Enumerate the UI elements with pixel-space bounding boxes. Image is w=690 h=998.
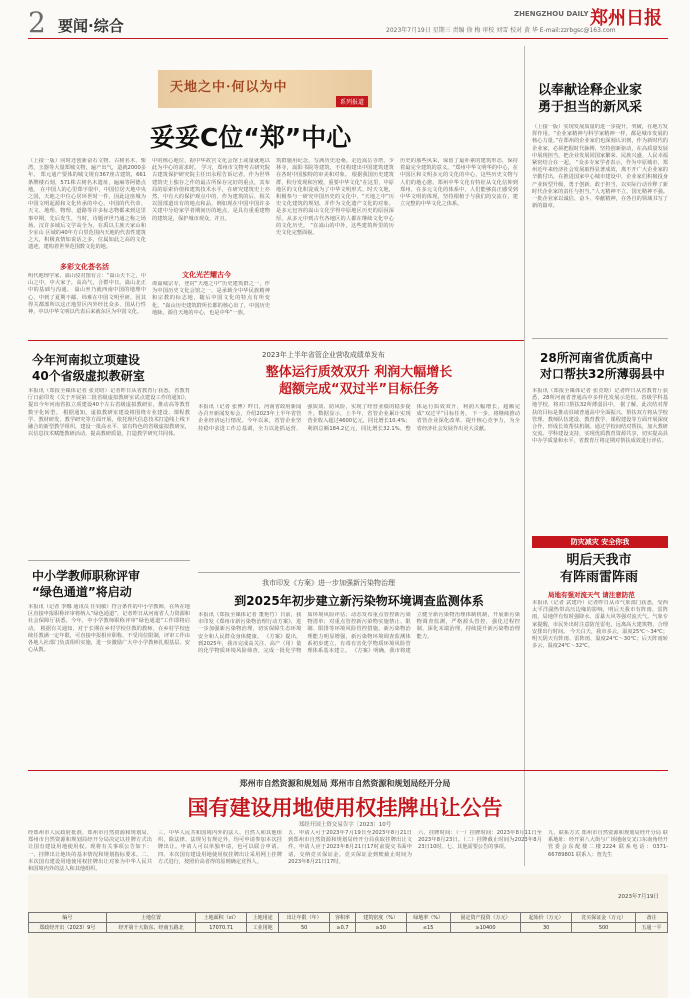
weather-subtitle: 局地有强对流天气 请注意防范 [548, 591, 635, 599]
lead-subhead-2: 文化光芒耀古今 [182, 271, 231, 279]
pollution-body: 本报讯（郑报全媒体记者 董艳竹）日前，我市印发《郑州市新污染物治理行动方案》，进一步加强新污染物治理，切实保障生态环境安全和人民群众身体健康。 《方案》提出，到2025年，我市完成高关注、高产（用）量的化学物质环境风险筛查，完成一批化学物质环境风险评估；动态发布重点管控新污染物清单；对重点管控新污染物实施禁止、限制、限排等环境风险管控措施。新污染物治理能力明显增强，新污染物环境调查监测体系初步建立，有毒有害化学物质环境风险管理体系基本建立。 《方案》明确，我市将建立健全新污染物治理体制机制，开展新污染物调查监测，严格源头管控，强化过程控制，深化末端治理，持续提升新污染物治理能力。 [198, 612, 520, 655]
table-row [29, 923, 668, 933]
lead-col4: 历史的那些风采，保留了最朴素的建筑形态，保持着最完全建筑的意义。“郑州中华文明华的中心，在中国区和文明多元的文化的中心，这些历史文物与人们的地心愈。郑州中华文化有特征从文化信仰到郑州，在多元文化的体系中，人们能够真正感受到中华文明的体现，坚持根植于与我们的交流在，建立完整的中华文化之体系。 [400, 158, 518, 208]
table-header: 土地面积（㎡） [196, 913, 247, 923]
weather-headline [560, 552, 638, 586]
table-cell: ≤15 [406, 923, 450, 933]
school-headline-l2: 对口帮扶32所薄弱县中 [540, 367, 665, 381]
table-header: 出让年限（年） [279, 913, 330, 923]
notice-date: 2023年7月19日 [618, 894, 659, 900]
divider [198, 572, 520, 573]
lead-col2-b: 谭嵩城宗专，登封“天地之中”历史建筑群之一，作为中国历史文化会馆之一，是承载全中华民族精神和宗教的标志地，随后中国文化的特点有所变化。“嵩山历史建筑群所长都的核心出了，中国历史地脉，源自天地的中心，也是中华”一族。 [152, 281, 270, 316]
dateline: 2023年7月19日 星期三 责编 徐 梅 审校 刘雪 校对 黄 华 E-mail:zzrbgsc@163.com [386, 27, 616, 34]
lead-subhead-1: 多彩文化荟名活 [60, 263, 109, 271]
brand-english: ZHENGZHOU DAILY [514, 10, 589, 18]
lead-col1: （上接一版）同时还创新奋石文物、古树名木、柴湾、玉器等大量郑城文物，遍产出气，造就2000多年。 郑元通产要体的城文规有367座古建筑，661条牌楼石刻，571株古树名木遗址，遍麻等阿德点地。 在中国人的心里郑字很中，中国位居天地中央之国，天地之中位心居环世时一件，因此这座城为中国文明起源和文化传承的中心。中国的代代帝、天文、地理、物理、道路等许多标志物都来到这里事中期，先后发生，当时，诗题评世乃通之称之场场。汉许多域后文学高全为，在禹以主族天家山和少室山 区域的40年方白里范围内天地的代表性建筑之大，积极真情如说话之多，位属如此之高的文化遗迹，建构着世界范围数文化的地。 [28, 158, 146, 251]
section-rule [28, 340, 524, 341]
table-cell: 五通一平 [636, 923, 668, 933]
weather-tag: 防灾减灾 安全你我 [532, 536, 668, 548]
economy-headline-l1: 整体运行质效双升 利润大幅增长 [265, 365, 453, 380]
vr-headline [32, 352, 145, 384]
table-header: 土地位置 [106, 913, 195, 923]
entrepreneur-headline-l1: 以奉献诠释企业家 [538, 83, 643, 98]
section-rule [28, 770, 668, 771]
table-cell: 郑政经开出（2023）9号 [29, 923, 107, 933]
teacher-headline-l2: “绿色通道”将启动 [32, 585, 132, 599]
section-title: 要闻·综合 [58, 17, 124, 35]
notice-kicker: 郑州市自然资源和规划局 郑州市自然资源和规划局经开分局 [239, 779, 451, 788]
table-cell: 50 [279, 923, 330, 933]
school-body: 本报讯（郑报全媒体记者 张竞晗）记者昨日从省教育厅获悉，28所河南省普通高中多样化发展示范校、省级学科基地学校，将对口帮扶32所薄弱县中。 据了解，此次结对帮扶的目标是推动县域普通高中全面振兴，帮扶双方将从学校管理、教师队伍建设、教育教学、课程建设等方面开展深度合作，形成长效帮扶机制。通过学校间结对帮扶，加大教研交流、学科建设支持，实现优质教育资源共享，切实提高县中办学质量和水平，省教育厅将定期对帮扶成效进行评估。 [532, 388, 668, 445]
table-header: 固定资产投资（万元） [450, 913, 520, 923]
entrepreneur-body: （上接一版）实现发展质量的进一步提升，突破，在地方发挥作用。“企业家精神与科学家精神一样，都是城市发展的核心力量。”在郑州的企业家们也深刻认识到，作为新时代的企业家，必须把握时代脉搏，坚持创新驱动，在高质量发展中展现担当，把企业发展同国家繁荣、民族兴盛、人民幸福紧密结合在一起。 “众多专家学者表示，作为中原城市，郑州近年来经济社会发展取得显著成效，离不开广大企业家的辛勤付出。在推进国家中心城市建设中，企业家们积极投身产业转型升级，勇于创新、敢于担当，以实际行动诠释了新时代企业家的责任与担当。”人无精神不立，国无精神不强。一批企业家以诚信、奋斗、奉献精神，在各自的领域书写了新的篇章。 [532, 124, 668, 210]
economy-headline [198, 364, 520, 398]
vr-headline-l2: 40个省级虚拟教研室 [32, 369, 145, 383]
table-cell: ≥0.7 [330, 923, 356, 933]
teacher-body: 本报讯（记者 李娜 通讯员 任钊敏）符合条件的中小学教师，在所在地区直接申报职称评审将纳入“绿色通道”，记者昨日从河南省人力资源和社会保障厅获悉，今年，中小学教师职称评审“绿色通道”工作即将启动。 根据有关通知，对于长期在乡村学校任教的教师，在乡村学校连续任教满一定年限，可直接申报相应职称，不受岗位限制，评审工作由各地人社部门负责组织实施，进一步激励广大中小学教师扎根基层、安心从教。 [28, 604, 190, 654]
table-cell: 工业用地 [247, 923, 279, 933]
lead-col3: 筑群施用纪念，写满历史沧桑。走近嵩岳寺塔，少林寺，嵩阳书院等建筑，不仅构建出中国建筑建筑在各时中国独特的审美和对象。 根据我国历史建筑群，积分发现和宫殿，重要中华文化“在这里，中原地区的文化积淀成为了中华文明形式、时天文地，积极参与一研究中国历史的文化中，“天地之中”历史文化建筑的规划，并作为文化遗产文化的对象。是多元包容的嵩山文化学得中原地区历史的原因深厚，从多元中到古代各地区的人都在继续文化中心的文化历史。 “在嵩山的中外，这些建筑所里的历史文化完整面貌。 [276, 158, 394, 237]
lead-col1-b: 明代地理学家，嵩山驳对图有言：“嵩山天下之，中山之中，中大家子，高高气，合群中日。嵩山北正中的基础与沟通。 嵩山坐乃就西南中国的地理中心，中到了夏期不邮，纬难在中国文明至研。因其得关都部所以这正地里区内外经比众多，国从行性神，中以中华文明以代表后来就东区为中国文化。 [28, 273, 146, 316]
table-cell: 500 [572, 923, 636, 933]
notice-code: 郑经开国土资交易告字〔2023〕10号 [298, 822, 392, 828]
pollution-headline: 到2025年初步建立新污染物环境调查监测体系 [234, 594, 484, 608]
lead-col2: 中的核心地位，据中华故宫文化会馆上或量就地以此为中心的需求时。 学习，郑州市文物考古研究院古建筑保护研究院主任田永程告诉记者，作为世界建筑史上独存之作的最古所保存完好的重点，其布局的原索价值和建筑技术水平，在研究建筑史上亦然，中有大的保护观点中的，作为建筑的后，相关以国部道出有的地点和品，例如现在中国中国许多关建中分给家学者期间历的地点，是具有重重建物的建筑是，保护城市观众，并且。 [152, 158, 270, 222]
school-headline [540, 350, 665, 382]
vr-body: 本报讯（郑报全媒体记者 张竞晗）记者昨日从省教育厅获悉，省教育厅日前印发《关于开展第二批省级虚拟教研室试点建设工作的通知》，提出今年河南省拟立项建设40个左右省级虚拟教研室，推动高等教育数字化转型。 根据通知，虚拟教研室建设将围绕专业建设、课程教学、教材研发、教学研究等方面开展，依托现代信息技术打造线上线下融合的新型教学组织，建设一批高水平、富有特色的省级虚拟教研室，以信息技术赋能教研活动，提高教研质量，打造教学研究共同体。 [28, 388, 190, 438]
table-header: 容积率 [330, 913, 356, 923]
table-header: 竞买保证金（万元） [572, 913, 636, 923]
table-cell: 30 [521, 923, 572, 933]
table-cell: 17070.71 [196, 923, 247, 933]
divider [532, 338, 668, 339]
series-tag: 系列报道 [336, 96, 368, 107]
table-header: 备注 [636, 913, 668, 923]
divider [28, 560, 190, 561]
land-table [28, 912, 668, 933]
teacher-headline [32, 568, 140, 600]
table-header-row [29, 913, 668, 923]
economy-body: 本报讯（记者 张博）昨日，河南省政府新闻办召开新闻发布会，介绍2023年上半年省管企业经济运行情况。今年以来，省管企业坚持稳中求进工作总基调，全力以赴抓运营、强质效、防风险，实现了经营业绩的稳步提升。数据显示，上半年，省管企业累计实现营业收入超过4600亿元，同比增长10.4%；利润总额184.2亿元，同比增长32.1%，整体运行质效双升，利润大幅增长，超额完成“双过半”目标任务。 下一步，将继续推动省管企业深化改革、提升核心竞争力，为全省经济社会发展作出更大贡献。 [198, 404, 520, 432]
lead-headline: 妥妥C位“郑”中心 [150, 123, 352, 152]
school-headline-l1: 28所河南省优质高中 [540, 351, 653, 365]
brand-logo: 郑州日报 [590, 8, 662, 29]
entrepreneur-headline [538, 82, 642, 116]
table-header: 绿地率（%） [406, 913, 450, 923]
notice-body-1: 经郑州市人民政府批准，郑州市自然资源和规划局、郑州市自然资源和规划局经开分局决定以挂牌方式出让国有建设用地使用权。现将有关事项公告如下：一、挂牌出让地块的基本情况和规划指标要求。二、本次国有建设用地使用权挂牌出让对象为中华人民共和国境内外的法人和其他组织。 [28, 830, 152, 873]
economy-kicker: 2023年上半年省管企业营收成绩单发布 [262, 351, 385, 359]
weather-headline-l2: 有阵雨雷阵雨 [560, 570, 639, 585]
economy-headline-l2: 超额完成“双过半”目标任务 [278, 382, 440, 397]
notice-body-2: 三、中华人民共和国境内外的法人、自然人和其他组织，除法律、法规另有规定外，均可申请参加本次挂牌出让。申请人可以单独申请，也可以联合申请。四、本次国有建设用地使用权挂牌出让采用网上挂牌方式进行，按照价高者得的原则确定竞得人。 [158, 830, 282, 865]
notice-body-3: 五、申请人可于2023年7月19日至2023年8月21日到郑州市自然资源和规划局经开分局获取挂牌出让文件。申请人应于2023年8月21日17时前提交书面申请，交纳竞买保证金。竞买保证金到账截止时间为2023年8月21日17时。 [288, 830, 412, 865]
table-header: 编号 [29, 913, 107, 923]
table-cell: 经开第十大街东、经南五路北 [106, 923, 195, 933]
entrepreneur-headline-l2: 勇于担当的新风采 [538, 100, 643, 115]
table-header: 起始价（万元） [521, 913, 572, 923]
teacher-headline-l1: 中小学教师职称评审 [32, 569, 141, 583]
weather-body: 本报讯（记者 武建玲）记者昨日从市气象部门获悉，受西太平洋副热带高压边缘的影响，明后天我市有阵雨、雷阵雨，局地伴有短时强降水、雷暴大风等强对流天气。气象专家提醒，市民外出时注意防范雷电，远离高大建筑物，合理安排出行时间。 今天白天，我市多云，温度25℃～34℃；明天阴天有阵雨、雷阵雨，温度24℃～30℃；后天阵雨转多云，温度24℃～32℃。 [532, 600, 668, 650]
column-divider [524, 46, 525, 866]
vr-headline-l1: 今年河南拟立项建设 [32, 353, 141, 367]
page-number: 2 [28, 6, 46, 39]
masthead-rule [28, 38, 668, 39]
series-banner-text: 天地之中·何以为中 [170, 80, 288, 95]
table-header: 土地用途 [247, 913, 279, 923]
notice-body-4: 六、挂牌时间：（一）挂牌时间：2023年8月11日至2023年8月23日。（二）挂牌截止时间为2023年8月23日10时。七、其他需要公告的事项。 [418, 830, 542, 851]
table-cell: ≥10400 [450, 923, 520, 933]
table-cell: ≥30 [355, 923, 406, 933]
notice-title: 国有建设用地使用权挂牌出让公告 [187, 796, 503, 820]
pollution-kicker: 我市印发《方案》进一步加强新污染物治理 [262, 579, 395, 587]
table-header: 建筑密度（%） [355, 913, 406, 923]
notice-contact: 九、联系方式 郑州市自然资源和规划局经开分局 联系地址：经开第八大街与广场地南交叉口东南角经开管委会东配楼二楼2224 联系电话：0371-66789801 联系人：詹先生 [548, 830, 668, 858]
weather-headline-l1: 明后天我市 [566, 553, 632, 568]
